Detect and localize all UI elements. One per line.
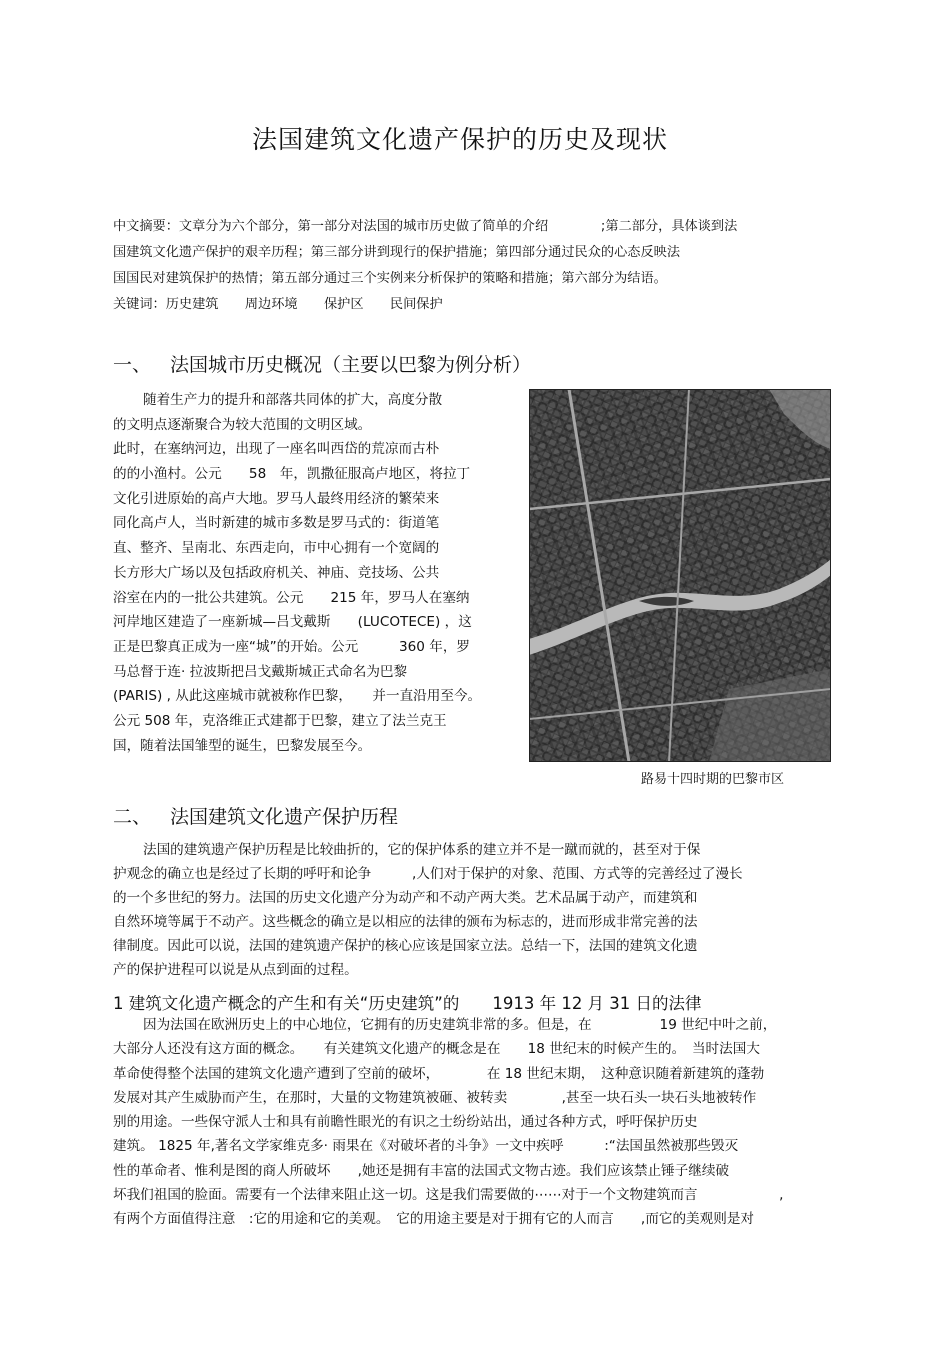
keywords-line: 关键词：历史建筑 周边环境 保护区 民间保护 xyxy=(113,297,443,312)
paragraph-line: 随着生产力的提升和部落共同体的扩大，高度分散 xyxy=(143,392,443,408)
paragraph-line: 的的小渔村。公元 58 年，凯撒征服高卢地区，将拉丁 xyxy=(113,466,471,483)
paragraph-line: 长方形大广场以及包括政府机关、神庙、竞技场、公共 xyxy=(113,564,440,581)
section2-text xyxy=(113,838,833,982)
abstract-line: 国国民对建筑保护的热情；第五部分通过三个实例来分析保护的策略和措施；第六部分为结语。 xyxy=(113,271,667,286)
abstract xyxy=(113,214,843,318)
paragraph-line: 坏我们祖国的脸面。需要有一个法律来阻止这一切。这是我们需要做的⋯⋯对于一个文物建筑而言 , xyxy=(113,1187,784,1204)
document-title: 法国建筑文化遗产保护的历史及现状 xyxy=(251,125,668,154)
paragraph-line: 护观念的确立也是经过了长期的呼吁和论争 ,人们对于保护的对象、范围、方式等的完善经过了漫长 xyxy=(113,866,743,882)
paragraph-line: 河岸地区建造了一座新城—吕戈戴斯 (LUCOTECE) ，这 xyxy=(113,614,472,631)
subsection-heading: 1 建筑文化遗产概念的产生和有关“历史建筑”的 1913 年 12 月 31 日的法律 xyxy=(113,994,702,1013)
paragraph-line: 国，随着法国雏型的诞生，巴黎发展至今。 xyxy=(113,737,372,754)
paragraph-line: 的一个多世纪的努力。法国的历史文化遗产分为动产和不动产两大类。艺术品属于动产，而建筑和 xyxy=(113,890,698,906)
abstract-line: 中文摘要：文章分为六个部分，第一部分对法国的城市历史做了简单的介绍 ;第二部分，具体谈到法 xyxy=(113,219,738,234)
paragraph-line: 大部分人还没有这方面的概念。 有关建筑文化遗产的概念是在 18 世纪末的时候产生的。 当时法国大 xyxy=(113,1041,760,1058)
paragraph-line: 文化引进原始的高卢大地。罗马人最终用经济的繁荣来 xyxy=(113,490,440,507)
paragraph-line: 产的保护进程可以说是从点到面的过程。 xyxy=(113,962,358,978)
subsection-text xyxy=(113,1013,833,1232)
paragraph-line: (PARIS) , 从此这座城市就被称作巴黎， 并一直沿用至今。 xyxy=(113,688,482,705)
paragraph-line: 此时，在塞纳河边，出现了一座名叫西岱的荒凉而古朴 xyxy=(113,441,440,458)
paragraph-line: 公元 508 年，克洛维正式建都于巴黎，建立了法兰克王 xyxy=(113,712,447,729)
paragraph-line: 建筑。 1825 年,著名文学家维克多· 雨果在《对破坏者的斗争》一文中疾呼 :“法国虽然被那些毁灭 xyxy=(113,1138,739,1155)
section-heading-2 xyxy=(113,802,398,829)
paragraph-line: 的文明点逐渐聚合为较大范围的文明区域。 xyxy=(113,416,372,433)
paragraph-line: 法国的建筑遗产保护历程是比较曲折的，它的保护体系的建立并不是一蹴而就的，甚至对于保 xyxy=(143,842,701,858)
paragraph-line: 发展对其产生威胁而产生，在那时，大量的文物建筑被砸、被转卖 ,甚至一块石头一块石头地被转作 xyxy=(113,1089,757,1106)
section-title: 法国城市历史概况（主要以巴黎为例分析） xyxy=(170,354,532,376)
paragraph-line: 正是巴黎真正成为一座“城”的开始。公元 360 年，罗 xyxy=(113,638,471,655)
section-number: 二、 xyxy=(113,806,152,828)
paragraph-line: 直、整齐、呈南北、东西走向，市中心拥有一个宽阔的 xyxy=(113,540,440,557)
paragraph-line: 别的用途。一些保守派人士和具有前瞻性眼光的有识之士纷纷站出，通过各种方式，呼吁保护历史 xyxy=(113,1114,698,1131)
section-title: 法国建筑文化遗产保护历程 xyxy=(170,806,399,828)
section1-text xyxy=(113,388,523,758)
section-heading-1 xyxy=(113,350,531,377)
paragraph-line: 浴室在内的一批公共建筑。公元 215 年，罗马人在塞纳 xyxy=(113,589,470,606)
section-number: 一、 xyxy=(113,354,152,376)
paragraph-line: 马总督于连· 拉波斯把吕戈戴斯城正式命名为巴黎 xyxy=(113,663,408,680)
abstract-line: 国建筑文化遗产保护的艰辛历程；第三部分讲到现行的保护措施；第四部分通过民众的心态反映法 xyxy=(113,245,681,260)
figure-caption: 路易十四时期的巴黎市区 xyxy=(641,772,785,787)
paragraph-line: 革命使得整个法国的建筑文化遗产遭到了空前的破坏， 在 18 世纪末期， 这种意识随着新建筑的蓬勃 xyxy=(113,1065,765,1082)
paragraph-line: 因为法国在欧洲历史上的中心地位，它拥有的历史建筑非常的多。但是，在 19 世纪中叶之前， xyxy=(143,1017,777,1033)
paragraph-line: 律制度。因此可以说，法国的建筑遗产保护的核心应该是国家立法。总结一下，法国的建筑文化遗 xyxy=(113,938,698,954)
paris-map-image xyxy=(529,389,831,762)
paragraph-line: 有两个方面值得注意 :它的用途和它的美观。 它的用途主要是对于拥有它的人而言 ,而它的美观则是对 xyxy=(113,1211,755,1228)
paragraph-line: 性的革命者、惟利是图的商人所破坏 ,她还是拥有丰富的法国式文物古迹。我们应该禁止锤子继续破 xyxy=(113,1162,730,1179)
paragraph-line: 自然环境等属于不动产。这些概念的确立是以相应的法律的颁布为标志的，进而形成非常完善的法 xyxy=(113,914,698,930)
paragraph-line: 同化高卢人，当时新建的城市多数是罗马式的：街道笔 xyxy=(113,515,440,532)
